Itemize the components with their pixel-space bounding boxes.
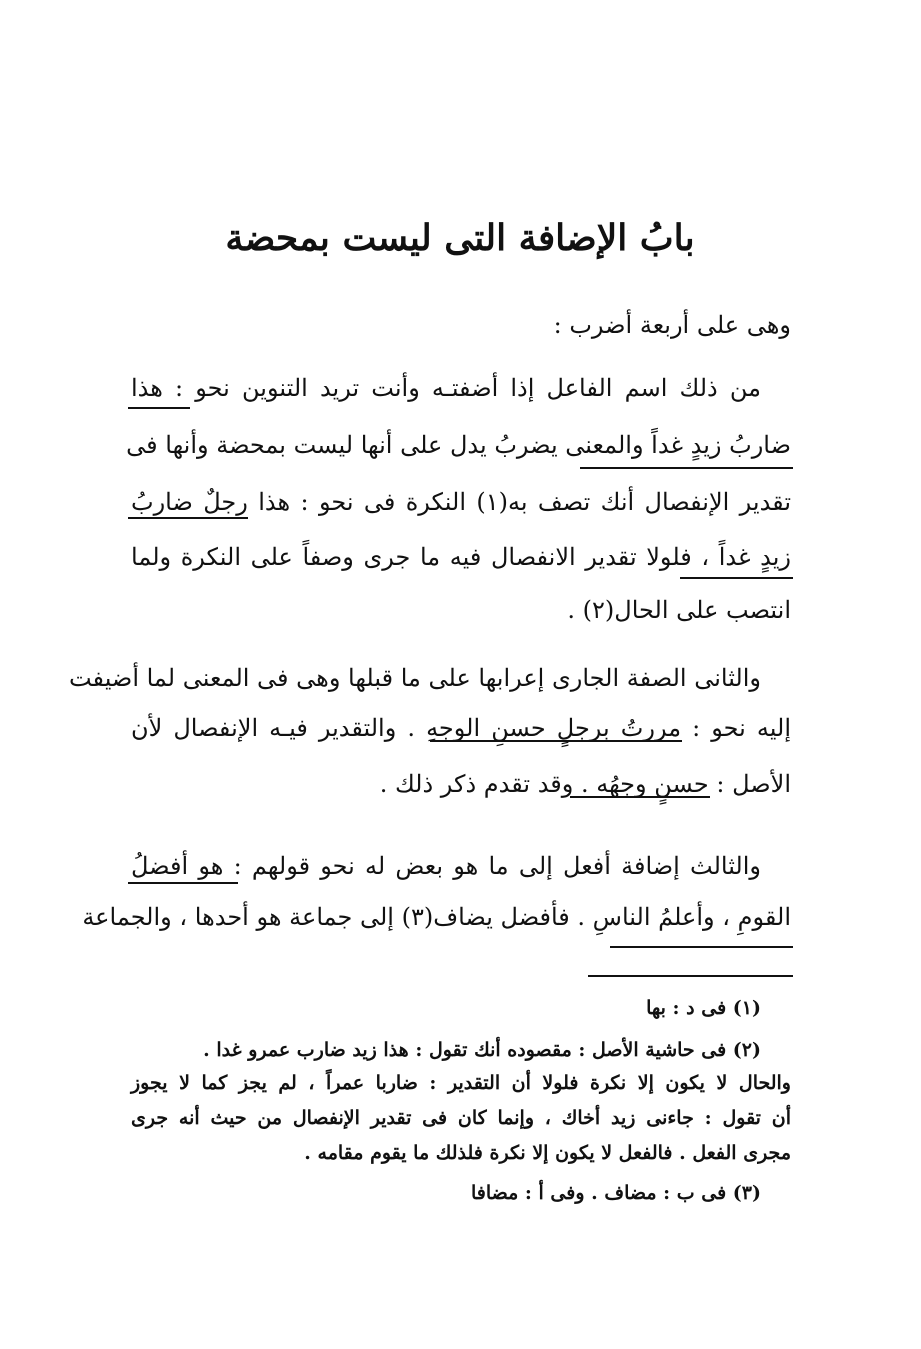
paragraph-2-line-3: الأصل : حسنٍ وجهُه . وقد تقدم ذكر ذلك . bbox=[379, 770, 791, 798]
intro-line: وهى على أربعة أضرب : bbox=[553, 311, 791, 339]
underline bbox=[128, 407, 190, 409]
underline bbox=[128, 517, 248, 519]
footnote-2-line-4: مجرى الفعل . فالفعل لا يكون إلا نكرة فلذلك ما يقوم مقامه . bbox=[304, 1142, 791, 1164]
footnote-3: (٣) فى ب : مضاف . وفى أ : مضافا bbox=[470, 1182, 761, 1204]
footnote-separator bbox=[588, 975, 793, 977]
underline bbox=[680, 577, 793, 579]
paragraph-3-line-1: والثالث إضافة أفعل إلى ما هو بعض له نحو قولهم : هو أفضلُ bbox=[131, 852, 761, 880]
paragraph-1-line-4: زيدٍ غداً ، فلولا تقدير الانفصال فيه ما جرى وصفاً على النكرة ولما bbox=[131, 543, 791, 571]
chapter-title: بابُ الإضافة التى ليست بمحضة bbox=[225, 217, 695, 259]
paragraph-1-line-3: تقدير الإنفصال أنك تصف به(١) النكرة فى نحو : هذا رجلٌ ضاربُ bbox=[131, 488, 791, 516]
paragraph-1-line-1: من ذلك اسم الفاعل إذا أضفتـه وأنت تريد التنوين نحو : هذا bbox=[131, 374, 761, 402]
underline bbox=[430, 740, 682, 742]
paragraph-2-line-2: إليه نحو : مررتُ برجلٍ حسنِ الوجهِ . والتقدير فيـه الإنفصال لأن bbox=[131, 714, 791, 742]
paragraph-1-line-2: ضاربُ زيدٍ غداً والمعنى يضربُ يدل على أنها ليست بمحضة وأنها فى bbox=[126, 431, 791, 459]
footnote-1: (١) فى د : بها bbox=[646, 997, 761, 1019]
footnote-2-line-3: أن تقول : جاءنى زيد أخاك ، وإنما كان فى تقدير الإنفصال من حيث أنه جرى bbox=[131, 1107, 791, 1129]
underline bbox=[610, 946, 793, 948]
underline bbox=[580, 467, 793, 469]
footnote-2-line-1: (٢) فى حاشية الأصل : مقصوده أنك تقول : هذا زيد ضارب عمرو غدا . bbox=[203, 1039, 761, 1061]
footnote-2-line-2: والحال لا يكون إلا نكرة فلولا أن التقدير : ضاربا عمراً ، لم يجز كما لا يجوز bbox=[131, 1072, 791, 1094]
paragraph-3-line-2: القومِ ، وأعلمُ الناسِ . فأفضل يضاف(٣) إلى جماعة هو أحدها ، والجماعة bbox=[82, 903, 791, 931]
paragraph-1-line-5: انتصب على الحال(٢) . bbox=[567, 596, 791, 624]
underline bbox=[128, 882, 238, 884]
underline bbox=[570, 796, 710, 798]
paragraph-2-line-1: والثانى الصفة الجارى إعرابها على ما قبلها وهى فى المعنى لما أضيفت bbox=[68, 664, 761, 692]
